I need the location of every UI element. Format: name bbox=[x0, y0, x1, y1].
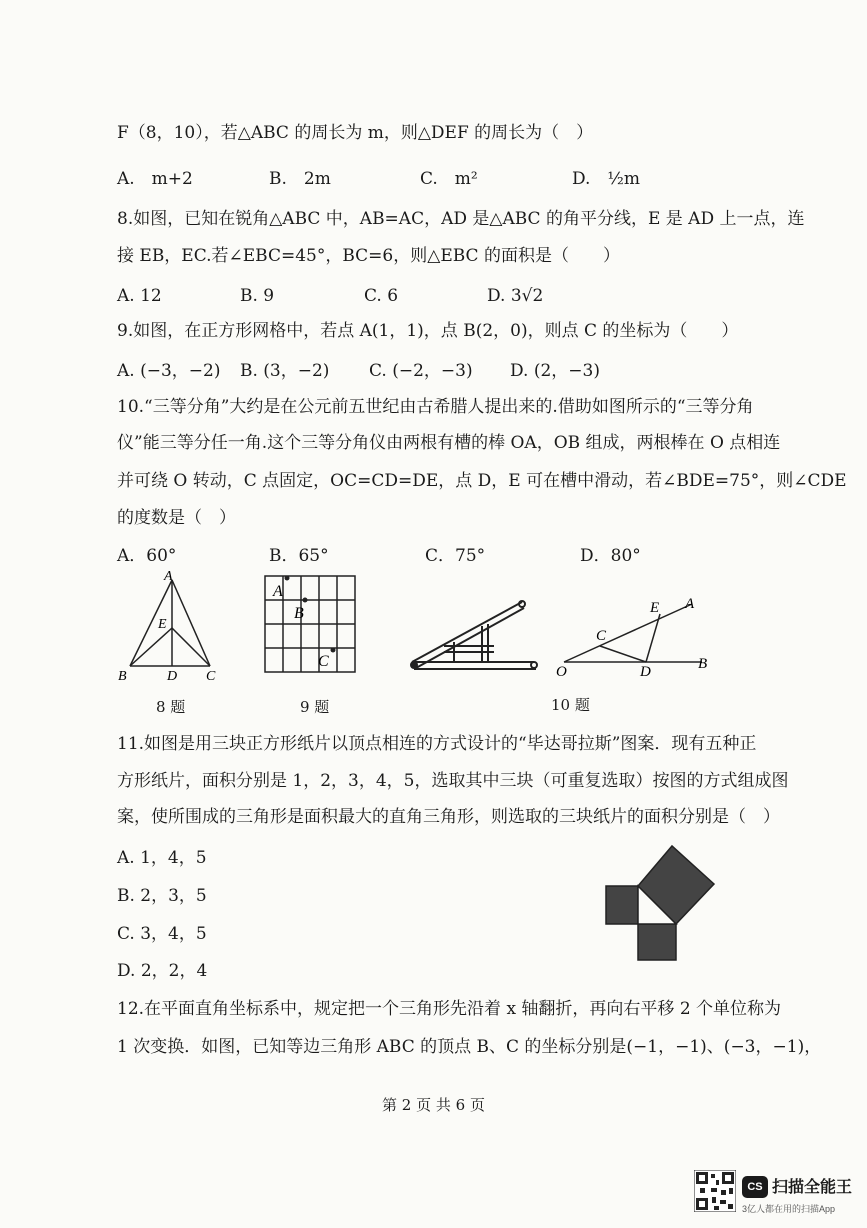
q7-option-d: D. ½m bbox=[572, 169, 641, 189]
q12-line2: 1 次变换．如图，已知等边三角形 ABC 的顶点 B、C 的坐标分别是(−1，−1)、(−3，−1)， bbox=[117, 1037, 822, 1057]
q7-line1: F（8，10），若△ABC 的周长为 m，则△DEF 的周长为（ ） bbox=[117, 123, 594, 143]
q11-option-d: D. 2，2，4 bbox=[117, 961, 208, 981]
qr-code-icon bbox=[694, 1170, 736, 1212]
q9-option-b: B. (3，−2) bbox=[240, 361, 330, 381]
q7-option-a: A. m+2 bbox=[117, 169, 193, 189]
fig9-label-a: A bbox=[273, 583, 283, 600]
q11-line3: 案，使所围成的三角形是面积最大的直角三角形，则选取的三块纸片的面积分别是（ ） bbox=[117, 807, 780, 827]
q9-option-d: D. (2，−3) bbox=[510, 361, 600, 381]
q11-line1: 11.如图是用三块正方形纸片以顶点相连的方式设计的“毕达哥拉斯”图案．现有五种正 bbox=[117, 734, 757, 754]
fig8-label-d: D bbox=[167, 669, 178, 684]
fig10-label-b: B bbox=[698, 656, 708, 672]
figure-8-triangle bbox=[112, 566, 232, 686]
q11-option-a: A. 1，4，5 bbox=[117, 848, 207, 868]
pythagoras-squares-figure bbox=[600, 840, 720, 966]
q7-option-c: C. m² bbox=[420, 169, 478, 189]
figure-10-caption: 10 题 bbox=[551, 696, 590, 714]
q10-line2: 仪”能三等分任一角.这个三等分角仪由两根有槽的棒 OA，OB 组成，两根棒在 O 点相连 bbox=[117, 433, 781, 453]
trisector-drawing bbox=[404, 596, 544, 676]
fig10-label-o: O bbox=[556, 664, 567, 680]
q8-line2: 接 EB，EC.若∠EBC=45°，BC=6，则△EBC 的面积是（ ） bbox=[117, 246, 620, 266]
q10-option-a: A．60° bbox=[117, 546, 177, 566]
watermark-tagline: 3亿人都在用的扫描App bbox=[742, 1204, 836, 1214]
camscanner-logo-icon: CS bbox=[742, 1176, 768, 1198]
q10-line4: 的度数是（ ） bbox=[117, 508, 236, 528]
q11-option-c: C. 3，4，5 bbox=[117, 924, 207, 944]
q12-line1: 12.在平面直角坐标系中，规定把一个三角形先沿着 x 轴翻折，再向右平移 2 个单位称为 bbox=[117, 999, 782, 1019]
q8-option-d: D. 3√2 bbox=[487, 286, 544, 306]
q11-option-b: B. 2，3，5 bbox=[117, 886, 207, 906]
scanner-watermark bbox=[694, 1170, 854, 1220]
q9-option-a: A. (−3，−2) bbox=[117, 361, 221, 381]
q7-option-b: B. 2m bbox=[269, 169, 331, 189]
q10-line1: 10.“三等分角”大约是在公元前五世纪由古希腊人提出来的.借助如图所示的“三等分角 bbox=[117, 397, 754, 417]
q10-option-d: D．80° bbox=[580, 546, 641, 566]
fig10-label-c: C bbox=[596, 628, 607, 644]
q10-option-b: B．65° bbox=[269, 546, 329, 566]
fig10-label-a: A bbox=[685, 596, 695, 612]
fig9-label-c: C bbox=[318, 653, 329, 670]
fig8-label-b: B bbox=[118, 669, 127, 684]
q9-line1: 9.如图，在正方形网格中，若点 A(1，1)，点 B(2，0)，则点 C 的坐标为（ ） bbox=[117, 321, 739, 341]
page-number-footer: 第 2 页 共 6 页 bbox=[382, 1096, 485, 1114]
fig9-label-b: B bbox=[294, 605, 304, 622]
q9-option-c: C. (−2，−3) bbox=[369, 361, 473, 381]
q8-option-b: B. 9 bbox=[240, 286, 275, 306]
fig10-label-d: D bbox=[640, 664, 651, 680]
fig8-label-c: C bbox=[206, 669, 216, 684]
fig10-label-e: E bbox=[650, 600, 660, 616]
q10-option-c: C．75° bbox=[425, 546, 486, 566]
fig8-label-e: E bbox=[158, 617, 167, 632]
figure-9-caption: 9 题 bbox=[300, 698, 330, 716]
fig8-label-a: A bbox=[164, 569, 173, 584]
q8-option-c: C. 6 bbox=[364, 286, 399, 306]
q10-line3: 并可绕 O 转动，C 点固定，OC=CD=DE，点 D，E 可在槽中滑动，若∠BDE=75°，则∠CDE bbox=[117, 471, 847, 491]
figure-9-grid bbox=[260, 570, 360, 680]
figure-10-diagram bbox=[552, 590, 722, 685]
figure-8-caption: 8 题 bbox=[156, 698, 186, 716]
q11-line2: 方形纸片，面积分别是 1，2，3，4，5，选取其中三块（可重复选取）按图的方式组成图 bbox=[117, 771, 789, 791]
q8-line1: 8.如图，已知在锐角△ABC 中，AB=AC，AD 是△ABC 的角平分线，E 是 AD 上一点，连 bbox=[117, 209, 805, 229]
watermark-app-name: 扫描全能王 bbox=[772, 1179, 853, 1196]
q8-option-a: A. 12 bbox=[117, 286, 162, 306]
